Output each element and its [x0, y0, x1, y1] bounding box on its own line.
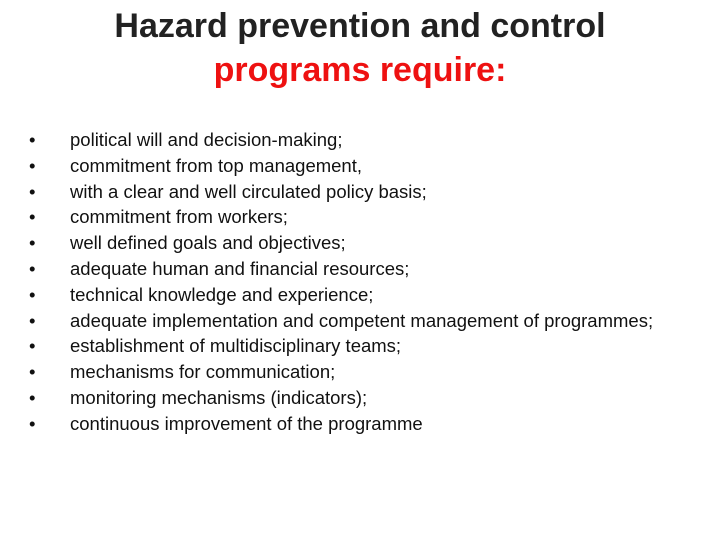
- list-item: [26, 333, 696, 359]
- list-item: [26, 153, 696, 179]
- bullet-icon: •: [29, 283, 36, 305]
- bullet-icon: •: [29, 412, 36, 434]
- bullet-icon: •: [29, 232, 36, 254]
- bullet-icon: •: [29, 129, 36, 150]
- bullet-icon: •: [29, 257, 36, 279]
- list-item: [26, 256, 696, 282]
- list-item: [26, 359, 696, 385]
- list-item-text: commitment from top management,: [70, 154, 362, 176]
- bullet-icon: •: [29, 309, 36, 331]
- bullet-icon: •: [29, 361, 36, 383]
- list-item: [26, 127, 696, 153]
- list-item-text: monitoring mechanisms (indicators);: [70, 386, 368, 408]
- list-item-text: well defined goals and objectives;: [70, 232, 346, 254]
- bullet-icon: •: [29, 154, 36, 176]
- list-item: [26, 179, 696, 205]
- list-item-text: continuous improvement of the programme: [70, 412, 423, 434]
- list-item: [26, 308, 696, 334]
- requirements-list: [26, 127, 696, 437]
- list-item: [26, 204, 696, 230]
- list-item: [26, 385, 696, 411]
- list-item-text: adequate human and financial resources;: [70, 257, 410, 279]
- list-item-text: adequate implementation and competent management of programmes;: [70, 309, 654, 331]
- title-line-2: programs require:: [213, 51, 507, 89]
- bullet-icon: •: [29, 386, 36, 408]
- bullet-icon: •: [29, 180, 36, 202]
- list-item-text: technical knowledge and experience;: [70, 283, 374, 305]
- title-line-1: Hazard prevention and control: [114, 7, 606, 45]
- list-item-text: mechanisms for communication;: [70, 361, 336, 383]
- bullet-icon: •: [29, 335, 36, 357]
- list-item: [26, 230, 696, 256]
- list-item: [26, 282, 696, 308]
- bullet-icon: •: [29, 206, 36, 228]
- list-item: [26, 411, 696, 437]
- slide-title: [60, 4, 660, 92]
- list-item-text: commitment from workers;: [70, 206, 288, 228]
- list-item-text: establishment of multidisciplinary teams;: [70, 335, 402, 357]
- list-item-text: political will and decision-making;: [70, 129, 343, 150]
- list-item-text: with a clear and well circulated policy basis;: [70, 180, 427, 202]
